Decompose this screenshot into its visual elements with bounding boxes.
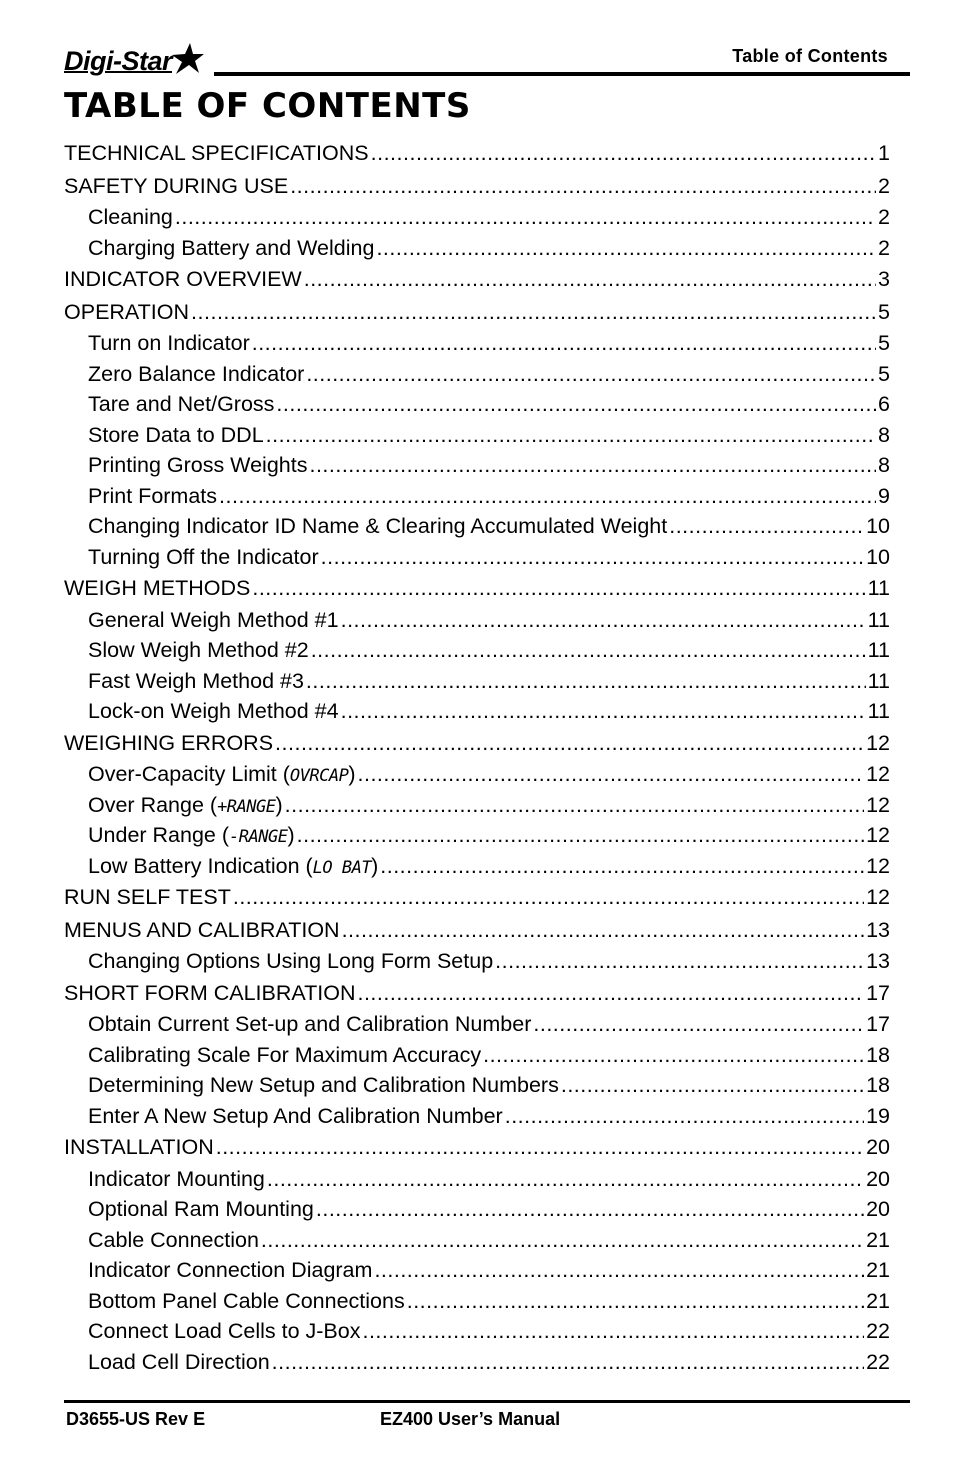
toc-page-number: 11 bbox=[867, 576, 890, 600]
dot-leader bbox=[290, 170, 876, 203]
toc-entry[interactable] bbox=[64, 202, 890, 233]
toc-entry-text: ) bbox=[371, 853, 379, 878]
toc-entry-title bbox=[88, 635, 309, 666]
toc-entry-text: TECHNICAL SPECIFICATIONS bbox=[64, 141, 369, 165]
toc-entry[interactable] bbox=[64, 359, 890, 390]
toc-entry-title bbox=[64, 1131, 214, 1164]
toc-entry-title bbox=[88, 1255, 372, 1286]
toc-page-number: 13 bbox=[866, 917, 890, 942]
toc-page-number: 18 bbox=[866, 1073, 890, 1097]
toc-entry[interactable] bbox=[64, 696, 890, 727]
toc-page-number: 11 bbox=[867, 668, 890, 693]
toc-entry-title bbox=[88, 481, 217, 512]
section-name: Table of Contents bbox=[732, 46, 888, 66]
footer-rule bbox=[64, 1400, 910, 1403]
toc-entry[interactable] bbox=[64, 820, 890, 851]
toc-entry-text: Charging Battery and Welding bbox=[88, 235, 375, 260]
toc-page-number: 17 bbox=[866, 1012, 890, 1036]
toc-page-number: 8 bbox=[878, 422, 890, 447]
toc-entry[interactable] bbox=[64, 1070, 890, 1101]
toc-entry-text: Low Battery Indication ( bbox=[88, 853, 313, 878]
toc-entry-title bbox=[88, 420, 264, 451]
toc-entry-text: ) bbox=[275, 792, 283, 817]
toc-entry[interactable] bbox=[64, 727, 890, 760]
toc-entry-title bbox=[88, 1194, 314, 1225]
toc-entry-title bbox=[64, 170, 288, 203]
toc-entry-text: Cable Connection bbox=[88, 1227, 259, 1252]
toc-entry[interactable] bbox=[64, 450, 890, 481]
toc-entry[interactable] bbox=[64, 1040, 890, 1071]
toc-entry[interactable] bbox=[64, 481, 890, 512]
toc-entry[interactable] bbox=[64, 977, 890, 1010]
toc-entry[interactable] bbox=[64, 790, 890, 821]
toc-page-number: 18 bbox=[866, 1042, 890, 1067]
page-title: TABLE OF CONTENTS bbox=[64, 86, 471, 126]
toc-entry[interactable] bbox=[64, 296, 890, 329]
dot-leader bbox=[380, 851, 864, 882]
toc-page-number: 12 bbox=[866, 792, 890, 817]
toc-entry-text: Over Range ( bbox=[88, 792, 218, 817]
dot-leader bbox=[407, 1286, 864, 1317]
toc-entry-text: Lock-on Weigh Method #4 bbox=[88, 699, 339, 723]
dot-leader bbox=[261, 1225, 864, 1256]
dot-leader bbox=[175, 202, 876, 233]
toc-entry-text: Turn on Indicator bbox=[88, 331, 250, 355]
toc-entry-text: Enter A New Setup And Calibration Number bbox=[88, 1103, 503, 1128]
toc-entry-title bbox=[88, 389, 274, 420]
toc-entry-text: Turning Off the Indicator bbox=[88, 544, 319, 569]
toc-page-number: 21 bbox=[866, 1258, 890, 1282]
toc-page-number: 22 bbox=[866, 1319, 890, 1343]
toc-entry-title bbox=[88, 1225, 259, 1256]
toc-page-number: 12 bbox=[866, 823, 890, 847]
dot-leader bbox=[267, 1164, 864, 1195]
toc-entry-title bbox=[88, 1101, 503, 1132]
toc-entry-title bbox=[88, 359, 304, 390]
toc-entry-text: Load Cell Direction bbox=[88, 1349, 270, 1374]
toc-entry[interactable] bbox=[64, 233, 890, 264]
toc-entry-text: Zero Balance Indicator bbox=[88, 361, 305, 386]
toc-entry[interactable] bbox=[64, 1164, 890, 1195]
toc-entry[interactable] bbox=[64, 759, 890, 790]
dot-leader bbox=[216, 1131, 864, 1164]
brand-logo bbox=[64, 46, 204, 77]
dot-leader bbox=[341, 696, 866, 727]
toc-page-number: 10 bbox=[866, 544, 890, 569]
lcd-display-text: LO BAT bbox=[312, 857, 372, 878]
dot-leader bbox=[342, 914, 865, 947]
toc-entry[interactable] bbox=[64, 1286, 890, 1317]
toc-page-number: 3 bbox=[878, 267, 890, 291]
toc-entry-text: Indicator Connection Diagram bbox=[88, 1258, 373, 1282]
toc-page-number: 12 bbox=[866, 853, 890, 878]
toc-page-number: 5 bbox=[878, 331, 890, 355]
toc-entry-text: MENUS AND CALIBRATION bbox=[64, 917, 340, 942]
toc-page-number: 9 bbox=[878, 483, 890, 508]
toc-entry-title bbox=[88, 511, 667, 542]
dot-leader bbox=[358, 759, 865, 790]
toc-entry[interactable] bbox=[64, 420, 890, 451]
toc-entry-title bbox=[88, 851, 378, 884]
dot-leader bbox=[306, 359, 876, 390]
toc-entry-title bbox=[88, 1070, 559, 1101]
toc-entry-text: ) bbox=[348, 762, 356, 786]
dot-leader bbox=[362, 1316, 864, 1347]
toc-page-number: 19 bbox=[866, 1103, 890, 1128]
toc-entry[interactable] bbox=[64, 511, 890, 542]
star-icon bbox=[170, 43, 204, 75]
dot-leader bbox=[483, 1040, 864, 1071]
toc-entry-title bbox=[88, 759, 356, 792]
lcd-display-text: -RANGE bbox=[229, 827, 288, 847]
toc-entry-title bbox=[88, 450, 307, 481]
toc-entry[interactable] bbox=[64, 542, 890, 573]
dot-leader bbox=[285, 790, 864, 821]
dot-leader bbox=[252, 328, 876, 359]
toc-entry-text: Fast Weigh Method #3 bbox=[88, 668, 304, 693]
toc-entry-title bbox=[88, 1164, 265, 1195]
dot-leader bbox=[266, 420, 876, 451]
toc-entry-text: Calibrating Scale For Maximum Accuracy bbox=[88, 1042, 482, 1067]
toc-entry[interactable] bbox=[64, 1225, 890, 1256]
toc-entry-title bbox=[88, 696, 339, 727]
dot-leader bbox=[275, 727, 864, 760]
dot-leader bbox=[505, 1101, 864, 1132]
dot-leader bbox=[219, 481, 876, 512]
toc-entry-title bbox=[88, 1286, 405, 1317]
toc-page-number: 20 bbox=[866, 1135, 890, 1159]
toc-entry-text: Over-Capacity Limit ( bbox=[88, 762, 290, 786]
toc-entry[interactable] bbox=[64, 1131, 890, 1164]
page-header bbox=[64, 40, 910, 80]
dot-leader bbox=[276, 389, 876, 420]
header-rule bbox=[214, 72, 910, 76]
dot-leader bbox=[495, 946, 864, 977]
toc-entry-text: Changing Indicator ID Name & Clearing Accumulated Weight bbox=[88, 514, 668, 538]
toc-entry-title bbox=[88, 790, 283, 823]
toc-entry-text: Cleaning bbox=[88, 205, 173, 229]
toc-entry[interactable] bbox=[64, 851, 890, 882]
toc-entry-title bbox=[88, 820, 295, 853]
toc-entry-text: SHORT FORM CALIBRATION bbox=[64, 980, 356, 1005]
toc-entry-text: Slow Weigh Method #2 bbox=[88, 638, 309, 662]
toc-page-number: 11 bbox=[867, 607, 890, 632]
dot-leader bbox=[272, 1347, 864, 1378]
toc-page-number: 13 bbox=[866, 949, 890, 973]
toc-page-number: 20 bbox=[866, 1166, 890, 1191]
toc-entry-text: Tare and Net/Gross bbox=[88, 392, 275, 416]
dot-leader bbox=[321, 542, 864, 573]
toc-entry[interactable] bbox=[64, 635, 890, 666]
toc-entry-text: Changing Options Using Long Form Setup bbox=[88, 949, 494, 973]
toc-page-number: 11 bbox=[867, 699, 890, 723]
toc-entry[interactable] bbox=[64, 263, 890, 296]
toc-entry-text: Store Data to DDL bbox=[88, 422, 264, 447]
toc-entry[interactable] bbox=[64, 170, 890, 203]
dot-leader bbox=[309, 450, 876, 481]
toc-entry-title bbox=[88, 202, 173, 233]
dot-leader bbox=[533, 1009, 864, 1040]
toc-page-number: 22 bbox=[866, 1349, 890, 1374]
toc-entry-title bbox=[64, 977, 355, 1010]
toc-entry-title bbox=[88, 605, 339, 636]
toc-entry-title bbox=[88, 1316, 360, 1347]
dot-leader bbox=[233, 881, 864, 914]
toc-entry-title bbox=[88, 1040, 481, 1071]
toc-page-number: 10 bbox=[866, 514, 890, 538]
toc-page-number: 12 bbox=[866, 885, 890, 909]
toc-entry-text: Under Range ( bbox=[88, 823, 230, 847]
toc-entry-text: Connect Load Cells to J-Box bbox=[88, 1319, 361, 1343]
toc-entry-title bbox=[64, 263, 302, 296]
toc-entry-title bbox=[64, 727, 273, 760]
toc-page-number: 17 bbox=[866, 980, 890, 1005]
toc-entry-text: Indicator Mounting bbox=[88, 1166, 265, 1191]
toc-page-number: 12 bbox=[866, 762, 890, 786]
toc-entry[interactable] bbox=[64, 389, 890, 420]
toc-entry-text: WEIGH METHODS bbox=[64, 576, 251, 600]
footer-manual-title: EZ400 User’s Manual bbox=[380, 1409, 561, 1429]
toc-page-number: 8 bbox=[878, 453, 890, 477]
toc-entry[interactable] bbox=[64, 1009, 890, 1040]
toc-entry-text: INSTALLATION bbox=[64, 1135, 214, 1159]
toc-page-number: 11 bbox=[867, 638, 890, 662]
dot-leader bbox=[357, 977, 864, 1010]
lcd-display-text: +RANGE bbox=[217, 796, 276, 817]
toc-entry-title bbox=[64, 881, 231, 914]
dot-leader bbox=[341, 605, 866, 636]
toc-page-number: 5 bbox=[878, 361, 890, 386]
toc-page-number: 2 bbox=[878, 235, 890, 260]
toc-page-number: 1 bbox=[878, 141, 890, 165]
toc-entry-text: Bottom Panel Cable Connections bbox=[88, 1288, 405, 1313]
dot-leader bbox=[304, 263, 876, 296]
toc-entry-text: Obtain Current Set-up and Calibration Number bbox=[88, 1012, 532, 1036]
dot-leader bbox=[306, 666, 866, 697]
toc-entry-title bbox=[64, 296, 189, 329]
toc-entry-title bbox=[88, 542, 319, 573]
toc-entry-text: RUN SELF TEST bbox=[64, 885, 231, 909]
dot-leader bbox=[376, 233, 876, 264]
toc-page-number: 2 bbox=[878, 173, 890, 198]
toc-page-number: 21 bbox=[866, 1288, 890, 1313]
toc-entry[interactable] bbox=[64, 881, 890, 914]
toc-entry[interactable] bbox=[64, 914, 890, 947]
toc-entry-text: Determining New Setup and Calibration Numbers bbox=[88, 1073, 559, 1097]
toc-entry-title bbox=[64, 137, 369, 170]
dot-leader bbox=[669, 511, 864, 542]
toc-entry-text: Printing Gross Weights bbox=[88, 453, 308, 477]
toc-entry-text: INDICATOR OVERVIEW bbox=[64, 267, 302, 291]
dot-leader bbox=[297, 820, 864, 851]
dot-leader bbox=[374, 1255, 864, 1286]
toc-entry-text: Print Formats bbox=[88, 483, 218, 508]
toc-page-number: 12 bbox=[866, 730, 890, 755]
toc-page-number: 6 bbox=[878, 392, 890, 416]
dot-leader bbox=[316, 1194, 864, 1225]
toc-entry[interactable] bbox=[64, 946, 890, 977]
toc-entry[interactable] bbox=[64, 1347, 890, 1378]
toc-entry-text: ) bbox=[287, 823, 295, 847]
toc-entry-title bbox=[88, 1347, 270, 1378]
toc-entry[interactable] bbox=[64, 137, 890, 170]
dot-leader bbox=[371, 137, 876, 170]
toc-page-number: 20 bbox=[866, 1197, 890, 1221]
toc-entry-title bbox=[88, 328, 250, 359]
toc-entry-title bbox=[88, 1009, 531, 1040]
toc-entry-text: SAFETY DURING USE bbox=[64, 173, 289, 198]
toc-entry-title bbox=[88, 946, 493, 977]
toc-entry-title bbox=[88, 233, 374, 264]
toc-entry[interactable] bbox=[64, 1255, 890, 1286]
toc-entry[interactable] bbox=[64, 572, 890, 605]
toc-entry-title bbox=[64, 572, 250, 605]
dot-leader bbox=[191, 296, 876, 329]
toc-entry-text: WEIGHING ERRORS bbox=[64, 730, 274, 755]
toc-entry[interactable] bbox=[64, 328, 890, 359]
toc-entry-text: General Weigh Method #1 bbox=[88, 607, 339, 632]
lcd-display-text: OVRCAP bbox=[289, 766, 349, 786]
dot-leader bbox=[311, 635, 866, 666]
logo-text: Digi-Star bbox=[64, 46, 173, 76]
footer-doc-number: D3655-US Rev E bbox=[66, 1409, 206, 1429]
toc-entry[interactable] bbox=[64, 605, 890, 636]
toc-entry[interactable] bbox=[64, 1194, 890, 1225]
toc-entry-title bbox=[64, 914, 340, 947]
toc-entry[interactable] bbox=[64, 666, 890, 697]
toc-entry[interactable] bbox=[64, 1316, 890, 1347]
toc-entry-text: OPERATION bbox=[64, 299, 190, 324]
toc-list bbox=[64, 137, 890, 1377]
toc-page-number: 2 bbox=[878, 205, 890, 229]
toc-entry[interactable] bbox=[64, 1101, 890, 1132]
dot-leader bbox=[252, 572, 865, 605]
dot-leader bbox=[561, 1070, 864, 1101]
toc-page-number: 5 bbox=[878, 299, 890, 324]
toc-entry-text: Optional Ram Mounting bbox=[88, 1197, 314, 1221]
toc-entry-title bbox=[88, 666, 304, 697]
toc-page-number: 21 bbox=[866, 1227, 890, 1252]
